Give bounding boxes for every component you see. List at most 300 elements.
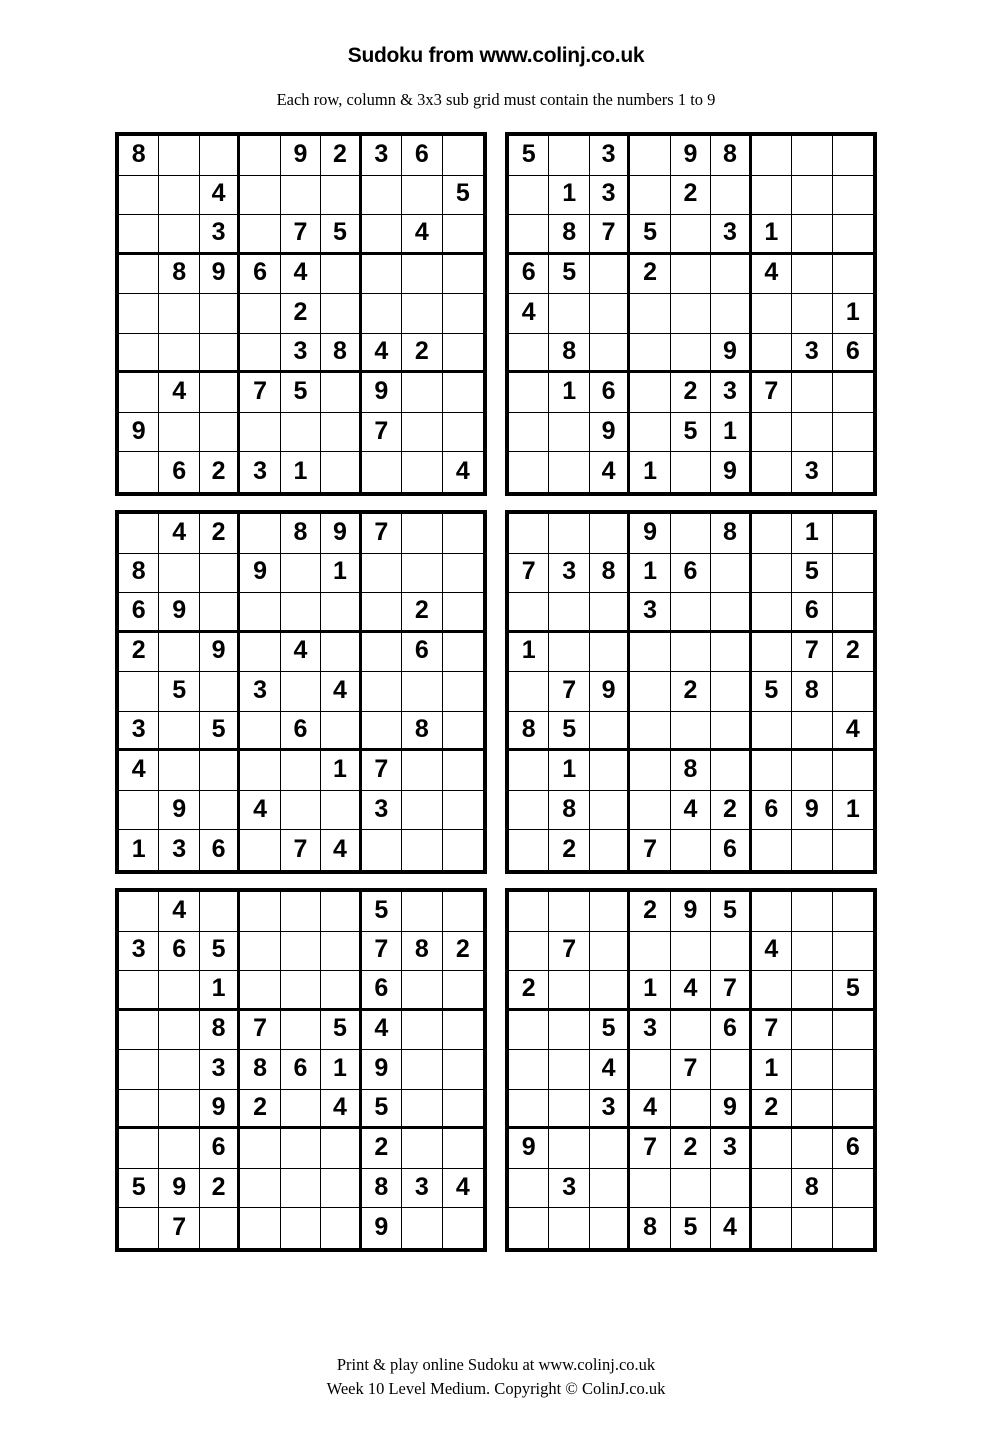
sudoku-cell[interactable]: 6	[281, 712, 321, 752]
sudoku-cell[interactable]: 4	[711, 1208, 751, 1248]
sudoku-cell[interactable]	[549, 971, 589, 1011]
sudoku-cell[interactable]	[671, 712, 711, 752]
sudoku-cell[interactable]: 2	[240, 1090, 280, 1130]
sudoku-cell[interactable]: 2	[200, 1169, 240, 1209]
sudoku-cell[interactable]	[362, 830, 402, 870]
sudoku-cell[interactable]: 3	[792, 452, 832, 492]
sudoku-cell[interactable]	[200, 373, 240, 413]
sudoku-cell[interactable]	[119, 1208, 159, 1248]
sudoku-cell[interactable]	[200, 593, 240, 633]
sudoku-cell[interactable]: 3	[711, 373, 751, 413]
sudoku-cell[interactable]	[833, 892, 873, 932]
sudoku-cell[interactable]	[159, 633, 199, 673]
sudoku-cell[interactable]	[509, 514, 549, 554]
sudoku-cell[interactable]	[752, 1129, 792, 1169]
sudoku-cell[interactable]: 1	[119, 830, 159, 870]
sudoku-cell[interactable]: 5	[362, 1090, 402, 1130]
sudoku-cell[interactable]: 3	[630, 593, 670, 633]
sudoku-cell[interactable]	[549, 514, 589, 554]
sudoku-cell[interactable]	[590, 1129, 630, 1169]
sudoku-cell[interactable]	[443, 1050, 483, 1090]
sudoku-cell[interactable]: 9	[200, 255, 240, 295]
sudoku-cell[interactable]: 5	[159, 672, 199, 712]
sudoku-cell[interactable]	[711, 633, 751, 673]
sudoku-cell[interactable]	[833, 751, 873, 791]
sudoku-cell[interactable]: 8	[402, 932, 442, 972]
sudoku-cell[interactable]: 1	[549, 373, 589, 413]
sudoku-cell[interactable]: 8	[549, 791, 589, 831]
sudoku-cell[interactable]	[711, 255, 751, 295]
sudoku-cell[interactable]	[833, 452, 873, 492]
sudoku-cell[interactable]	[240, 633, 280, 673]
sudoku-cell[interactable]: 2	[443, 932, 483, 972]
sudoku-cell[interactable]	[402, 1090, 442, 1130]
sudoku-cell[interactable]: 2	[711, 791, 751, 831]
sudoku-cell[interactable]	[792, 1050, 832, 1090]
sudoku-cell[interactable]	[549, 1208, 589, 1248]
sudoku-cell[interactable]	[671, 514, 711, 554]
sudoku-cell[interactable]	[240, 971, 280, 1011]
sudoku-cell[interactable]: 8	[630, 1208, 670, 1248]
sudoku-cell[interactable]: 9	[792, 791, 832, 831]
sudoku-cell[interactable]: 1	[321, 1050, 361, 1090]
sudoku-cell[interactable]: 4	[590, 452, 630, 492]
sudoku-cell[interactable]	[833, 413, 873, 453]
sudoku-cell[interactable]	[590, 751, 630, 791]
sudoku-cell[interactable]	[240, 514, 280, 554]
sudoku-cell[interactable]	[671, 215, 711, 255]
sudoku-cell[interactable]	[402, 1129, 442, 1169]
sudoku-cell[interactable]	[200, 413, 240, 453]
sudoku-cell[interactable]: 3	[630, 1011, 670, 1051]
sudoku-cell[interactable]	[362, 294, 402, 334]
sudoku-cell[interactable]: 5	[200, 932, 240, 972]
sudoku-cell[interactable]	[281, 1011, 321, 1051]
sudoku-cell[interactable]	[752, 712, 792, 752]
sudoku-cell[interactable]: 5	[509, 136, 549, 176]
sudoku-cell[interactable]	[792, 1011, 832, 1051]
sudoku-cell[interactable]: 6	[792, 593, 832, 633]
sudoku-cell[interactable]	[671, 294, 711, 334]
sudoku-cell[interactable]: 3	[792, 334, 832, 374]
sudoku-cell[interactable]: 2	[549, 830, 589, 870]
sudoku-cell[interactable]	[590, 830, 630, 870]
sudoku-cell[interactable]	[281, 892, 321, 932]
sudoku-cell[interactable]	[752, 892, 792, 932]
sudoku-cell[interactable]	[752, 413, 792, 453]
sudoku-cell[interactable]: 1	[549, 751, 589, 791]
sudoku-cell[interactable]	[281, 672, 321, 712]
sudoku-cell[interactable]: 8	[281, 514, 321, 554]
sudoku-cell[interactable]	[443, 373, 483, 413]
sudoku-cell[interactable]	[792, 1208, 832, 1248]
sudoku-cell[interactable]	[671, 593, 711, 633]
sudoku-cell[interactable]: 3	[549, 1169, 589, 1209]
sudoku-cell[interactable]	[402, 971, 442, 1011]
sudoku-cell[interactable]: 8	[119, 554, 159, 594]
sudoku-cell[interactable]	[321, 176, 361, 216]
sudoku-cell[interactable]	[509, 452, 549, 492]
sudoku-cell[interactable]	[159, 751, 199, 791]
sudoku-cell[interactable]: 9	[590, 413, 630, 453]
sudoku-cell[interactable]: 4	[362, 1011, 402, 1051]
sudoku-cell[interactable]: 2	[200, 452, 240, 492]
sudoku-cell[interactable]: 4	[240, 791, 280, 831]
sudoku-cell[interactable]	[119, 1011, 159, 1051]
sudoku-cell[interactable]: 9	[159, 791, 199, 831]
sudoku-cell[interactable]	[509, 672, 549, 712]
sudoku-cell[interactable]	[240, 892, 280, 932]
sudoku-cell[interactable]: 6	[671, 554, 711, 594]
sudoku-cell[interactable]: 2	[200, 514, 240, 554]
sudoku-cell[interactable]: 6	[200, 1129, 240, 1169]
sudoku-cell[interactable]	[833, 593, 873, 633]
sudoku-cell[interactable]: 9	[119, 413, 159, 453]
sudoku-cell[interactable]	[509, 334, 549, 374]
sudoku-cell[interactable]: 5	[119, 1169, 159, 1209]
sudoku-cell[interactable]	[119, 791, 159, 831]
sudoku-cell[interactable]: 6	[240, 255, 280, 295]
sudoku-cell[interactable]	[833, 514, 873, 554]
sudoku-cell[interactable]: 3	[590, 136, 630, 176]
sudoku-cell[interactable]	[752, 514, 792, 554]
sudoku-cell[interactable]	[833, 1090, 873, 1130]
sudoku-cell[interactable]	[443, 593, 483, 633]
sudoku-cell[interactable]	[590, 712, 630, 752]
sudoku-cell[interactable]: 8	[119, 136, 159, 176]
sudoku-cell[interactable]	[792, 892, 832, 932]
sudoku-cell[interactable]	[119, 215, 159, 255]
sudoku-cell[interactable]	[792, 971, 832, 1011]
sudoku-cell[interactable]: 6	[159, 932, 199, 972]
sudoku-cell[interactable]: 4	[402, 215, 442, 255]
sudoku-cell[interactable]	[752, 176, 792, 216]
sudoku-cell[interactable]	[630, 1169, 670, 1209]
sudoku-cell[interactable]	[240, 712, 280, 752]
sudoku-cell[interactable]	[792, 215, 832, 255]
sudoku-cell[interactable]	[443, 514, 483, 554]
sudoku-cell[interactable]	[509, 373, 549, 413]
sudoku-cell[interactable]	[362, 452, 402, 492]
sudoku-cell[interactable]	[630, 672, 670, 712]
sudoku-cell[interactable]: 2	[630, 892, 670, 932]
sudoku-cell[interactable]	[402, 255, 442, 295]
sudoku-cell[interactable]: 2	[281, 294, 321, 334]
sudoku-cell[interactable]: 3	[159, 830, 199, 870]
sudoku-cell[interactable]	[509, 413, 549, 453]
sudoku-cell[interactable]: 8	[792, 1169, 832, 1209]
sudoku-cell[interactable]: 1	[630, 554, 670, 594]
sudoku-cell[interactable]	[509, 1011, 549, 1051]
sudoku-cell[interactable]	[200, 294, 240, 334]
sudoku-cell[interactable]	[671, 452, 711, 492]
sudoku-cell[interactable]	[590, 892, 630, 932]
sudoku-cell[interactable]	[200, 892, 240, 932]
sudoku-cell[interactable]	[402, 791, 442, 831]
sudoku-cell[interactable]	[833, 932, 873, 972]
sudoku-cell[interactable]	[240, 176, 280, 216]
sudoku-cell[interactable]	[590, 971, 630, 1011]
sudoku-cell[interactable]: 7	[362, 514, 402, 554]
sudoku-cell[interactable]	[630, 136, 670, 176]
sudoku-cell[interactable]	[321, 593, 361, 633]
sudoku-cell[interactable]: 4	[833, 712, 873, 752]
sudoku-cell[interactable]: 3	[362, 791, 402, 831]
sudoku-cell[interactable]	[321, 255, 361, 295]
sudoku-cell[interactable]	[240, 215, 280, 255]
sudoku-cell[interactable]: 4	[590, 1050, 630, 1090]
sudoku-cell[interactable]	[159, 136, 199, 176]
sudoku-cell[interactable]	[159, 334, 199, 374]
sudoku-cell[interactable]	[509, 1208, 549, 1248]
sudoku-cell[interactable]: 5	[281, 373, 321, 413]
sudoku-cell[interactable]: 6	[711, 830, 751, 870]
sudoku-cell[interactable]: 5	[752, 672, 792, 712]
sudoku-cell[interactable]: 5	[833, 971, 873, 1011]
sudoku-cell[interactable]: 1	[752, 1050, 792, 1090]
sudoku-cell[interactable]: 2	[402, 593, 442, 633]
sudoku-cell[interactable]: 8	[240, 1050, 280, 1090]
sudoku-cell[interactable]	[119, 452, 159, 492]
sudoku-cell[interactable]	[321, 452, 361, 492]
sudoku-cell[interactable]: 8	[200, 1011, 240, 1051]
sudoku-cell[interactable]: 3	[200, 215, 240, 255]
sudoku-cell[interactable]	[792, 751, 832, 791]
sudoku-cell[interactable]	[240, 294, 280, 334]
sudoku-cell[interactable]: 1	[630, 971, 670, 1011]
sudoku-cell[interactable]: 9	[240, 554, 280, 594]
sudoku-cell[interactable]: 6	[119, 593, 159, 633]
sudoku-grid-3[interactable]	[115, 510, 487, 874]
sudoku-cell[interactable]: 2	[321, 136, 361, 176]
sudoku-cell[interactable]: 6	[590, 373, 630, 413]
sudoku-cell[interactable]: 8	[549, 334, 589, 374]
sudoku-cell[interactable]: 1	[833, 294, 873, 334]
sudoku-cell[interactable]: 4	[752, 255, 792, 295]
sudoku-cell[interactable]: 1	[321, 554, 361, 594]
sudoku-cell[interactable]: 2	[671, 176, 711, 216]
sudoku-cell[interactable]	[630, 712, 670, 752]
sudoku-cell[interactable]	[402, 1050, 442, 1090]
sudoku-cell[interactable]: 1	[711, 413, 751, 453]
sudoku-cell[interactable]	[119, 334, 159, 374]
sudoku-cell[interactable]	[711, 176, 751, 216]
sudoku-cell[interactable]: 8	[321, 334, 361, 374]
sudoku-cell[interactable]: 9	[630, 514, 670, 554]
sudoku-cell[interactable]: 6	[752, 791, 792, 831]
sudoku-cell[interactable]	[590, 255, 630, 295]
sudoku-cell[interactable]	[792, 1090, 832, 1130]
sudoku-cell[interactable]: 7	[549, 672, 589, 712]
sudoku-cell[interactable]: 4	[362, 334, 402, 374]
sudoku-cell[interactable]: 2	[509, 971, 549, 1011]
sudoku-cell[interactable]: 3	[362, 136, 402, 176]
sudoku-cell[interactable]	[281, 593, 321, 633]
sudoku-cell[interactable]	[281, 791, 321, 831]
sudoku-cell[interactable]	[119, 1129, 159, 1169]
sudoku-cell[interactable]	[443, 712, 483, 752]
sudoku-cell[interactable]	[402, 892, 442, 932]
sudoku-cell[interactable]	[752, 751, 792, 791]
sudoku-cell[interactable]	[833, 1169, 873, 1209]
sudoku-cell[interactable]	[200, 751, 240, 791]
sudoku-cell[interactable]	[402, 514, 442, 554]
sudoku-cell[interactable]	[240, 932, 280, 972]
sudoku-cell[interactable]: 8	[792, 672, 832, 712]
sudoku-cell[interactable]: 5	[549, 255, 589, 295]
sudoku-cell[interactable]: 7	[549, 932, 589, 972]
sudoku-cell[interactable]	[671, 1169, 711, 1209]
sudoku-cell[interactable]: 8	[362, 1169, 402, 1209]
sudoku-cell[interactable]	[833, 373, 873, 413]
sudoku-cell[interactable]	[402, 1011, 442, 1051]
sudoku-cell[interactable]	[549, 892, 589, 932]
sudoku-cell[interactable]	[711, 712, 751, 752]
sudoku-cell[interactable]: 7	[711, 971, 751, 1011]
sudoku-cell[interactable]: 5	[711, 892, 751, 932]
sudoku-cell[interactable]	[671, 334, 711, 374]
sudoku-cell[interactable]: 9	[159, 593, 199, 633]
sudoku-cell[interactable]	[159, 1090, 199, 1130]
sudoku-cell[interactable]: 6	[711, 1011, 751, 1051]
sudoku-cell[interactable]: 2	[630, 255, 670, 295]
sudoku-cell[interactable]	[362, 712, 402, 752]
sudoku-cell[interactable]: 4	[630, 1090, 670, 1130]
sudoku-cell[interactable]: 7	[671, 1050, 711, 1090]
sudoku-cell[interactable]	[752, 294, 792, 334]
sudoku-cell[interactable]	[281, 1208, 321, 1248]
sudoku-cell[interactable]: 9	[321, 514, 361, 554]
sudoku-cell[interactable]	[200, 554, 240, 594]
sudoku-cell[interactable]: 4	[281, 255, 321, 295]
sudoku-cell[interactable]	[240, 751, 280, 791]
sudoku-cell[interactable]	[630, 751, 670, 791]
sudoku-cell[interactable]	[752, 452, 792, 492]
sudoku-cell[interactable]: 4	[281, 633, 321, 673]
sudoku-cell[interactable]: 3	[590, 1090, 630, 1130]
sudoku-cell[interactable]: 7	[509, 554, 549, 594]
sudoku-cell[interactable]	[833, 136, 873, 176]
sudoku-cell[interactable]	[119, 514, 159, 554]
sudoku-cell[interactable]	[119, 176, 159, 216]
sudoku-cell[interactable]: 4	[321, 830, 361, 870]
sudoku-cell[interactable]	[281, 1090, 321, 1130]
sudoku-cell[interactable]	[362, 176, 402, 216]
sudoku-cell[interactable]: 4	[455, 456, 470, 485]
sudoku-cell[interactable]	[833, 215, 873, 255]
sudoku-cell[interactable]	[443, 1090, 483, 1130]
sudoku-cell[interactable]: 3	[240, 672, 280, 712]
sudoku-cell[interactable]: 4	[671, 971, 711, 1011]
sudoku-cell[interactable]	[443, 830, 483, 870]
sudoku-cell[interactable]	[509, 751, 549, 791]
sudoku-cell[interactable]	[321, 791, 361, 831]
sudoku-cell[interactable]: 3	[590, 176, 630, 216]
sudoku-cell[interactable]: 7	[362, 932, 402, 972]
sudoku-cell[interactable]	[402, 672, 442, 712]
sudoku-cell[interactable]	[362, 672, 402, 712]
sudoku-grid-6[interactable]	[505, 888, 877, 1252]
sudoku-cell[interactable]	[509, 215, 549, 255]
sudoku-cell[interactable]	[443, 892, 483, 932]
sudoku-cell[interactable]	[752, 971, 792, 1011]
sudoku-cell[interactable]: 3	[549, 554, 589, 594]
sudoku-cell[interactable]: 6	[402, 633, 442, 673]
sudoku-cell[interactable]	[402, 373, 442, 413]
sudoku-cell[interactable]: 6	[200, 830, 240, 870]
sudoku-cell[interactable]	[402, 830, 442, 870]
sudoku-cell[interactable]: 7	[362, 751, 402, 791]
sudoku-cell[interactable]	[590, 791, 630, 831]
sudoku-cell[interactable]: 5	[200, 712, 240, 752]
sudoku-grid-5[interactable]	[115, 888, 487, 1252]
sudoku-cell[interactable]: 7	[792, 633, 832, 673]
sudoku-cell[interactable]	[752, 554, 792, 594]
sudoku-cell[interactable]: 5	[549, 712, 589, 752]
sudoku-cell[interactable]: 1	[792, 514, 832, 554]
sudoku-cell[interactable]: 2	[402, 334, 442, 374]
sudoku-cell[interactable]	[671, 255, 711, 295]
sudoku-cell[interactable]	[590, 1208, 630, 1248]
sudoku-cell[interactable]	[549, 1050, 589, 1090]
sudoku-cell[interactable]	[119, 672, 159, 712]
sudoku-cell[interactable]: 4	[159, 892, 199, 932]
sudoku-cell[interactable]: 6	[159, 452, 199, 492]
sudoku-cell[interactable]: 2	[833, 633, 873, 673]
sudoku-cell[interactable]	[200, 334, 240, 374]
sudoku-cell[interactable]	[281, 932, 321, 972]
sudoku-cell[interactable]	[240, 1169, 280, 1209]
sudoku-cell[interactable]: 5	[671, 1208, 711, 1248]
sudoku-cell[interactable]: 5	[321, 1011, 361, 1051]
sudoku-cell[interactable]	[711, 932, 751, 972]
sudoku-cell[interactable]: 9	[281, 136, 321, 176]
sudoku-cell[interactable]	[671, 830, 711, 870]
sudoku-cell[interactable]	[509, 932, 549, 972]
sudoku-cell[interactable]: 2	[362, 1129, 402, 1169]
sudoku-cell[interactable]	[443, 672, 483, 712]
sudoku-cell[interactable]: 9	[590, 672, 630, 712]
sudoku-cell[interactable]	[443, 334, 483, 374]
sudoku-cell[interactable]: 9	[362, 1050, 402, 1090]
sudoku-cell[interactable]: 3	[281, 334, 321, 374]
sudoku-cell[interactable]	[443, 971, 483, 1011]
sudoku-cell[interactable]	[200, 672, 240, 712]
sudoku-grid-4[interactable]	[505, 510, 877, 874]
sudoku-cell[interactable]	[240, 830, 280, 870]
sudoku-cell[interactable]	[281, 1129, 321, 1169]
sudoku-cell[interactable]	[833, 1208, 873, 1248]
sudoku-cell[interactable]: 6	[281, 1050, 321, 1090]
sudoku-cell[interactable]	[159, 1011, 199, 1051]
sudoku-cell[interactable]: 4	[752, 932, 792, 972]
sudoku-cell[interactable]	[630, 413, 670, 453]
sudoku-cell[interactable]	[443, 294, 483, 334]
sudoku-cell[interactable]: 4	[321, 1090, 361, 1130]
sudoku-cell[interactable]	[321, 633, 361, 673]
sudoku-cell[interactable]	[321, 1129, 361, 1169]
sudoku-cell[interactable]: 7	[630, 1129, 670, 1169]
sudoku-cell[interactable]: 9	[362, 373, 402, 413]
sudoku-cell[interactable]: 1	[281, 452, 321, 492]
sudoku-cell[interactable]	[711, 593, 751, 633]
sudoku-cell[interactable]	[711, 672, 751, 712]
sudoku-cell[interactable]	[402, 554, 442, 594]
sudoku-cell[interactable]	[119, 255, 159, 295]
sudoku-cell[interactable]: 2	[671, 1129, 711, 1169]
sudoku-cell[interactable]	[443, 255, 483, 295]
sudoku-cell[interactable]	[321, 413, 361, 453]
